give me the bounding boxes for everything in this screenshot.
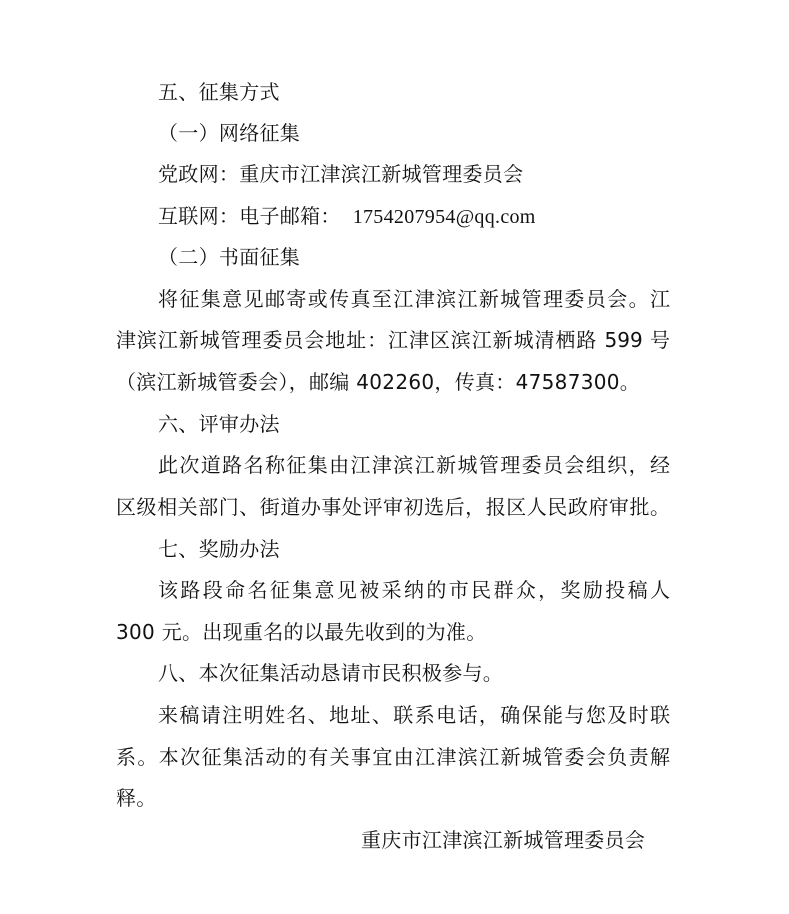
section-seven-heading: 七、奖励办法 — [158, 537, 280, 561]
party-site-line: 党政网：重庆市江津滨江新城管理委员会 — [158, 162, 524, 186]
written-para-line-3: （滨江新城管委会），邮编 402260，传真：47587300。 — [116, 370, 641, 394]
internet-label: 互联网：电子邮箱： — [158, 204, 341, 228]
signature: 重庆市江津滨江新城管理委员会 — [361, 828, 646, 852]
written-para-line-2: 津滨江新城管理委员会地址：江津区滨江新城清栖路 599 号 — [116, 328, 670, 352]
email-address: 1754207954@qq.com — [352, 206, 536, 228]
section-eight-heading: 八、本次征集活动恳请市民积极参与。 — [158, 661, 504, 685]
internet-line — [158, 204, 536, 229]
online-collection-subheading: （一）网络征集 — [158, 121, 301, 145]
section-six-heading: 六、评审办法 — [158, 412, 280, 436]
written-collection-subheading: （二）书面征集 — [158, 245, 301, 269]
written-para-line-1: 将征集意见邮寄或传真至江津滨江新城管理委员会。江 — [158, 287, 670, 311]
reward-para-line-2: 300 元。出现重名的以最先收到的为准。 — [116, 620, 487, 644]
reward-para-line-1: 该路段命名征集意见被采纳的市民群众，奖励投稿人 — [158, 578, 670, 602]
review-para-line-2: 区级相关部门、街道办事处评审初选后，报区人民政府审批。 — [116, 495, 670, 519]
contact-para-line-1: 来稿请注明姓名、地址、联系电话，确保能与您及时联 — [158, 703, 670, 727]
section-five-heading: 五、征集方式 — [158, 80, 280, 104]
contact-para-line-2: 系。本次征集活动的有关事宜由江津滨江新城管委会负责解 — [116, 745, 670, 769]
contact-para-line-3: 释。 — [116, 786, 157, 810]
review-para-line-1: 此次道路名称征集由江津滨江新城管理委员会组织，经 — [158, 453, 670, 477]
